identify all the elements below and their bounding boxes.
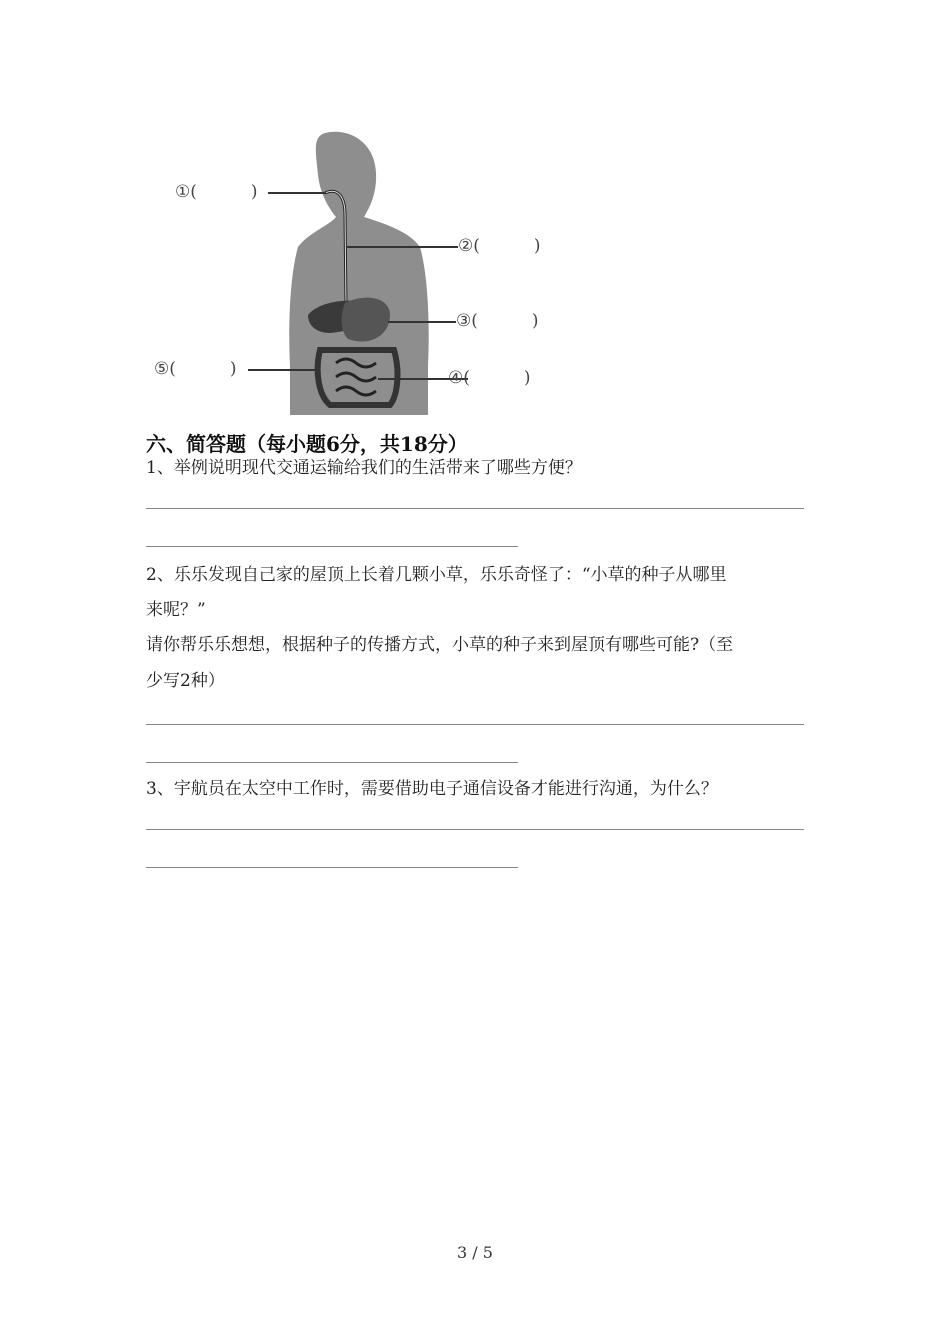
question-1: 1、举例说明现代交通运输给我们的生活带来了哪些方便？ bbox=[146, 458, 582, 478]
question-2-line-4: 少写2种） bbox=[146, 671, 225, 691]
figure-label-3: ③( ) bbox=[456, 311, 539, 331]
answer-line[interactable] bbox=[146, 829, 804, 830]
answer-line[interactable] bbox=[146, 508, 804, 509]
body-silhouette bbox=[289, 132, 428, 415]
question-2-line-1: 2、乐乐发现自己家的屋顶上长着几颗小草，乐乐奇怪了：“小草的种子从哪里 bbox=[146, 565, 727, 585]
question-2-line-3: 请你帮乐乐想想，根据种子的传播方式，小草的种子来到屋顶有哪些可能?（至 bbox=[146, 635, 734, 655]
question-3: 3、宇航员在太空中工作时，需要借助电子通信设备才能进行沟通，为什么？ bbox=[146, 779, 718, 799]
answer-line[interactable] bbox=[146, 724, 804, 725]
figure-label-5: ⑤( ) bbox=[154, 359, 237, 379]
answer-line[interactable] bbox=[146, 546, 518, 547]
question-2-line-2: 来呢？” bbox=[146, 600, 206, 620]
figure-label-1: ①( ) bbox=[175, 182, 258, 202]
page-number: 3 / 5 bbox=[457, 1243, 493, 1262]
figure-label-4: ④( ) bbox=[448, 368, 531, 388]
section-title: 六、简答题（每小题6分，共18分） bbox=[146, 432, 468, 456]
answer-line[interactable] bbox=[146, 762, 518, 763]
digestive-system-figure bbox=[140, 125, 580, 415]
figure-label-2: ②( ) bbox=[458, 236, 541, 256]
answer-line[interactable] bbox=[146, 867, 518, 868]
